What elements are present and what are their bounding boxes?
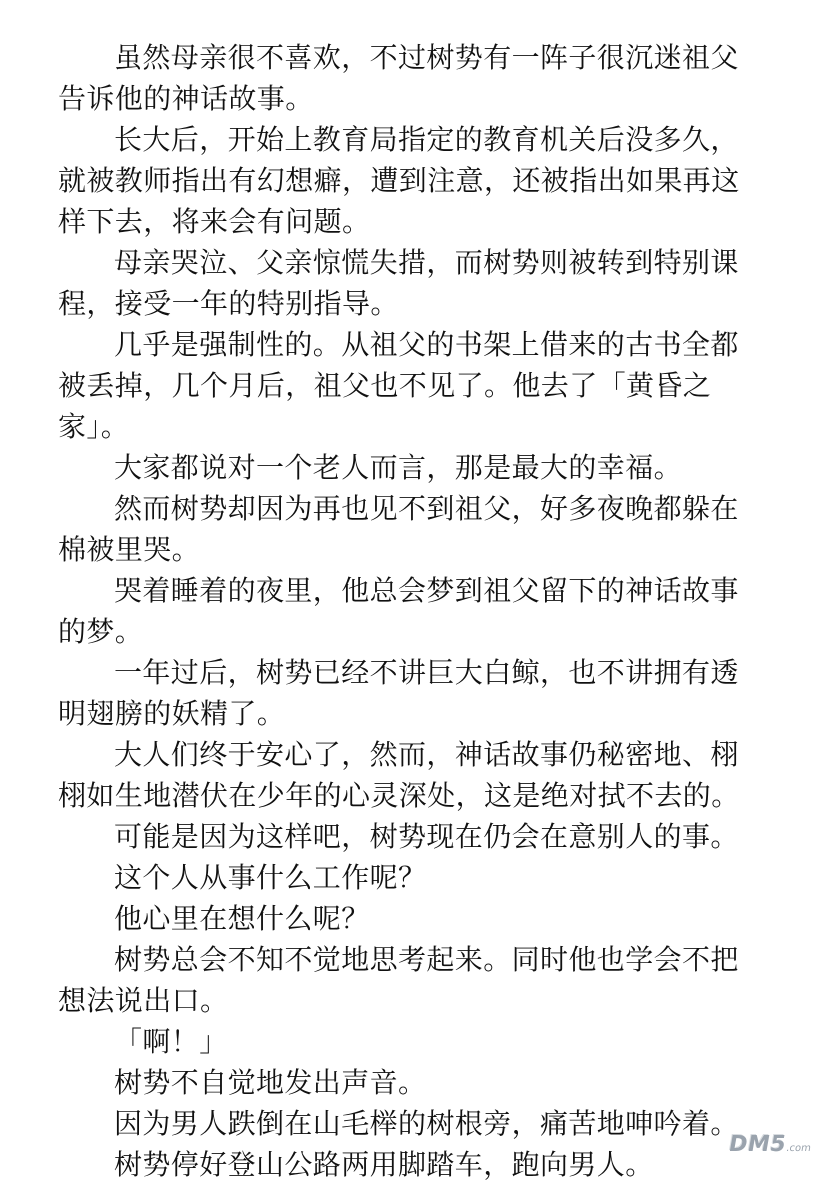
watermark-sub: .com xyxy=(785,1143,813,1154)
watermark-main: DM5 xyxy=(727,1132,789,1157)
paragraph-9: 大人们终于安心了，然而，神话故事仍秘密地、栩栩如生地潜伏在少年的心灵深处，这是绝对拭不去的。 xyxy=(58,738,740,812)
paragraph-17: 树势停好登山公路两用脚踏车，跑向男人。 xyxy=(114,1148,654,1181)
paragraph-14: 「啊！」 xyxy=(114,1025,228,1058)
paragraph-11: 这个人从事什么工作呢？ xyxy=(114,861,427,894)
paragraph-6: 然而树势却因为再也见不到祖父，好多夜晚都躲在棉被里哭。 xyxy=(58,492,739,566)
paragraph-1: 虽然母亲很不喜欢，不过树势有一阵子很沉迷祖父告诉他的神话故事。 xyxy=(58,41,739,115)
paragraph-8: 一年过后，树势已经不讲巨大白鲸，也不讲拥有透明翅膀的妖精了。 xyxy=(58,656,739,730)
paragraph-2: 长大后，开始上教育局指定的教育机关后没多久，就被教师指出有幻想癖，遭到注意，还被指出如果再这样下去，将来会有问题。 xyxy=(58,123,740,238)
paragraph-10: 可能是因为这样吧，树势现在仍会在意别人的事。 xyxy=(114,820,739,853)
paragraph-5: 大家都说对一个老人而言，那是最大的幸福。 xyxy=(114,451,683,484)
paragraph-3: 母亲哭泣、父亲惊慌失措，而树势则被转到特别课程，接受一年的特别指导。 xyxy=(58,246,739,320)
paragraph-4: 几乎是强制性的。从祖父的书架上借来的古书全都被丢掉，几个月后，祖父也不见了。他去了「黄昏之家」。 xyxy=(58,328,739,443)
paragraph-13: 树势总会不知不觉地思考起来。同时他也学会不把想法说出口。 xyxy=(58,943,739,1017)
dm5-watermark xyxy=(727,1132,814,1157)
paragraph-7: 哭着睡着的夜里，他总会梦到祖父留下的神话故事的梦。 xyxy=(58,574,739,648)
paragraph-15: 树势不自觉地发出声音。 xyxy=(114,1066,427,1099)
paragraph-12: 他心里在想什么呢？ xyxy=(114,902,370,935)
paragraph-16: 因为男人跌倒在山毛榉的树根旁，痛苦地呻吟着。 xyxy=(114,1107,739,1140)
novel-page xyxy=(58,37,758,1185)
